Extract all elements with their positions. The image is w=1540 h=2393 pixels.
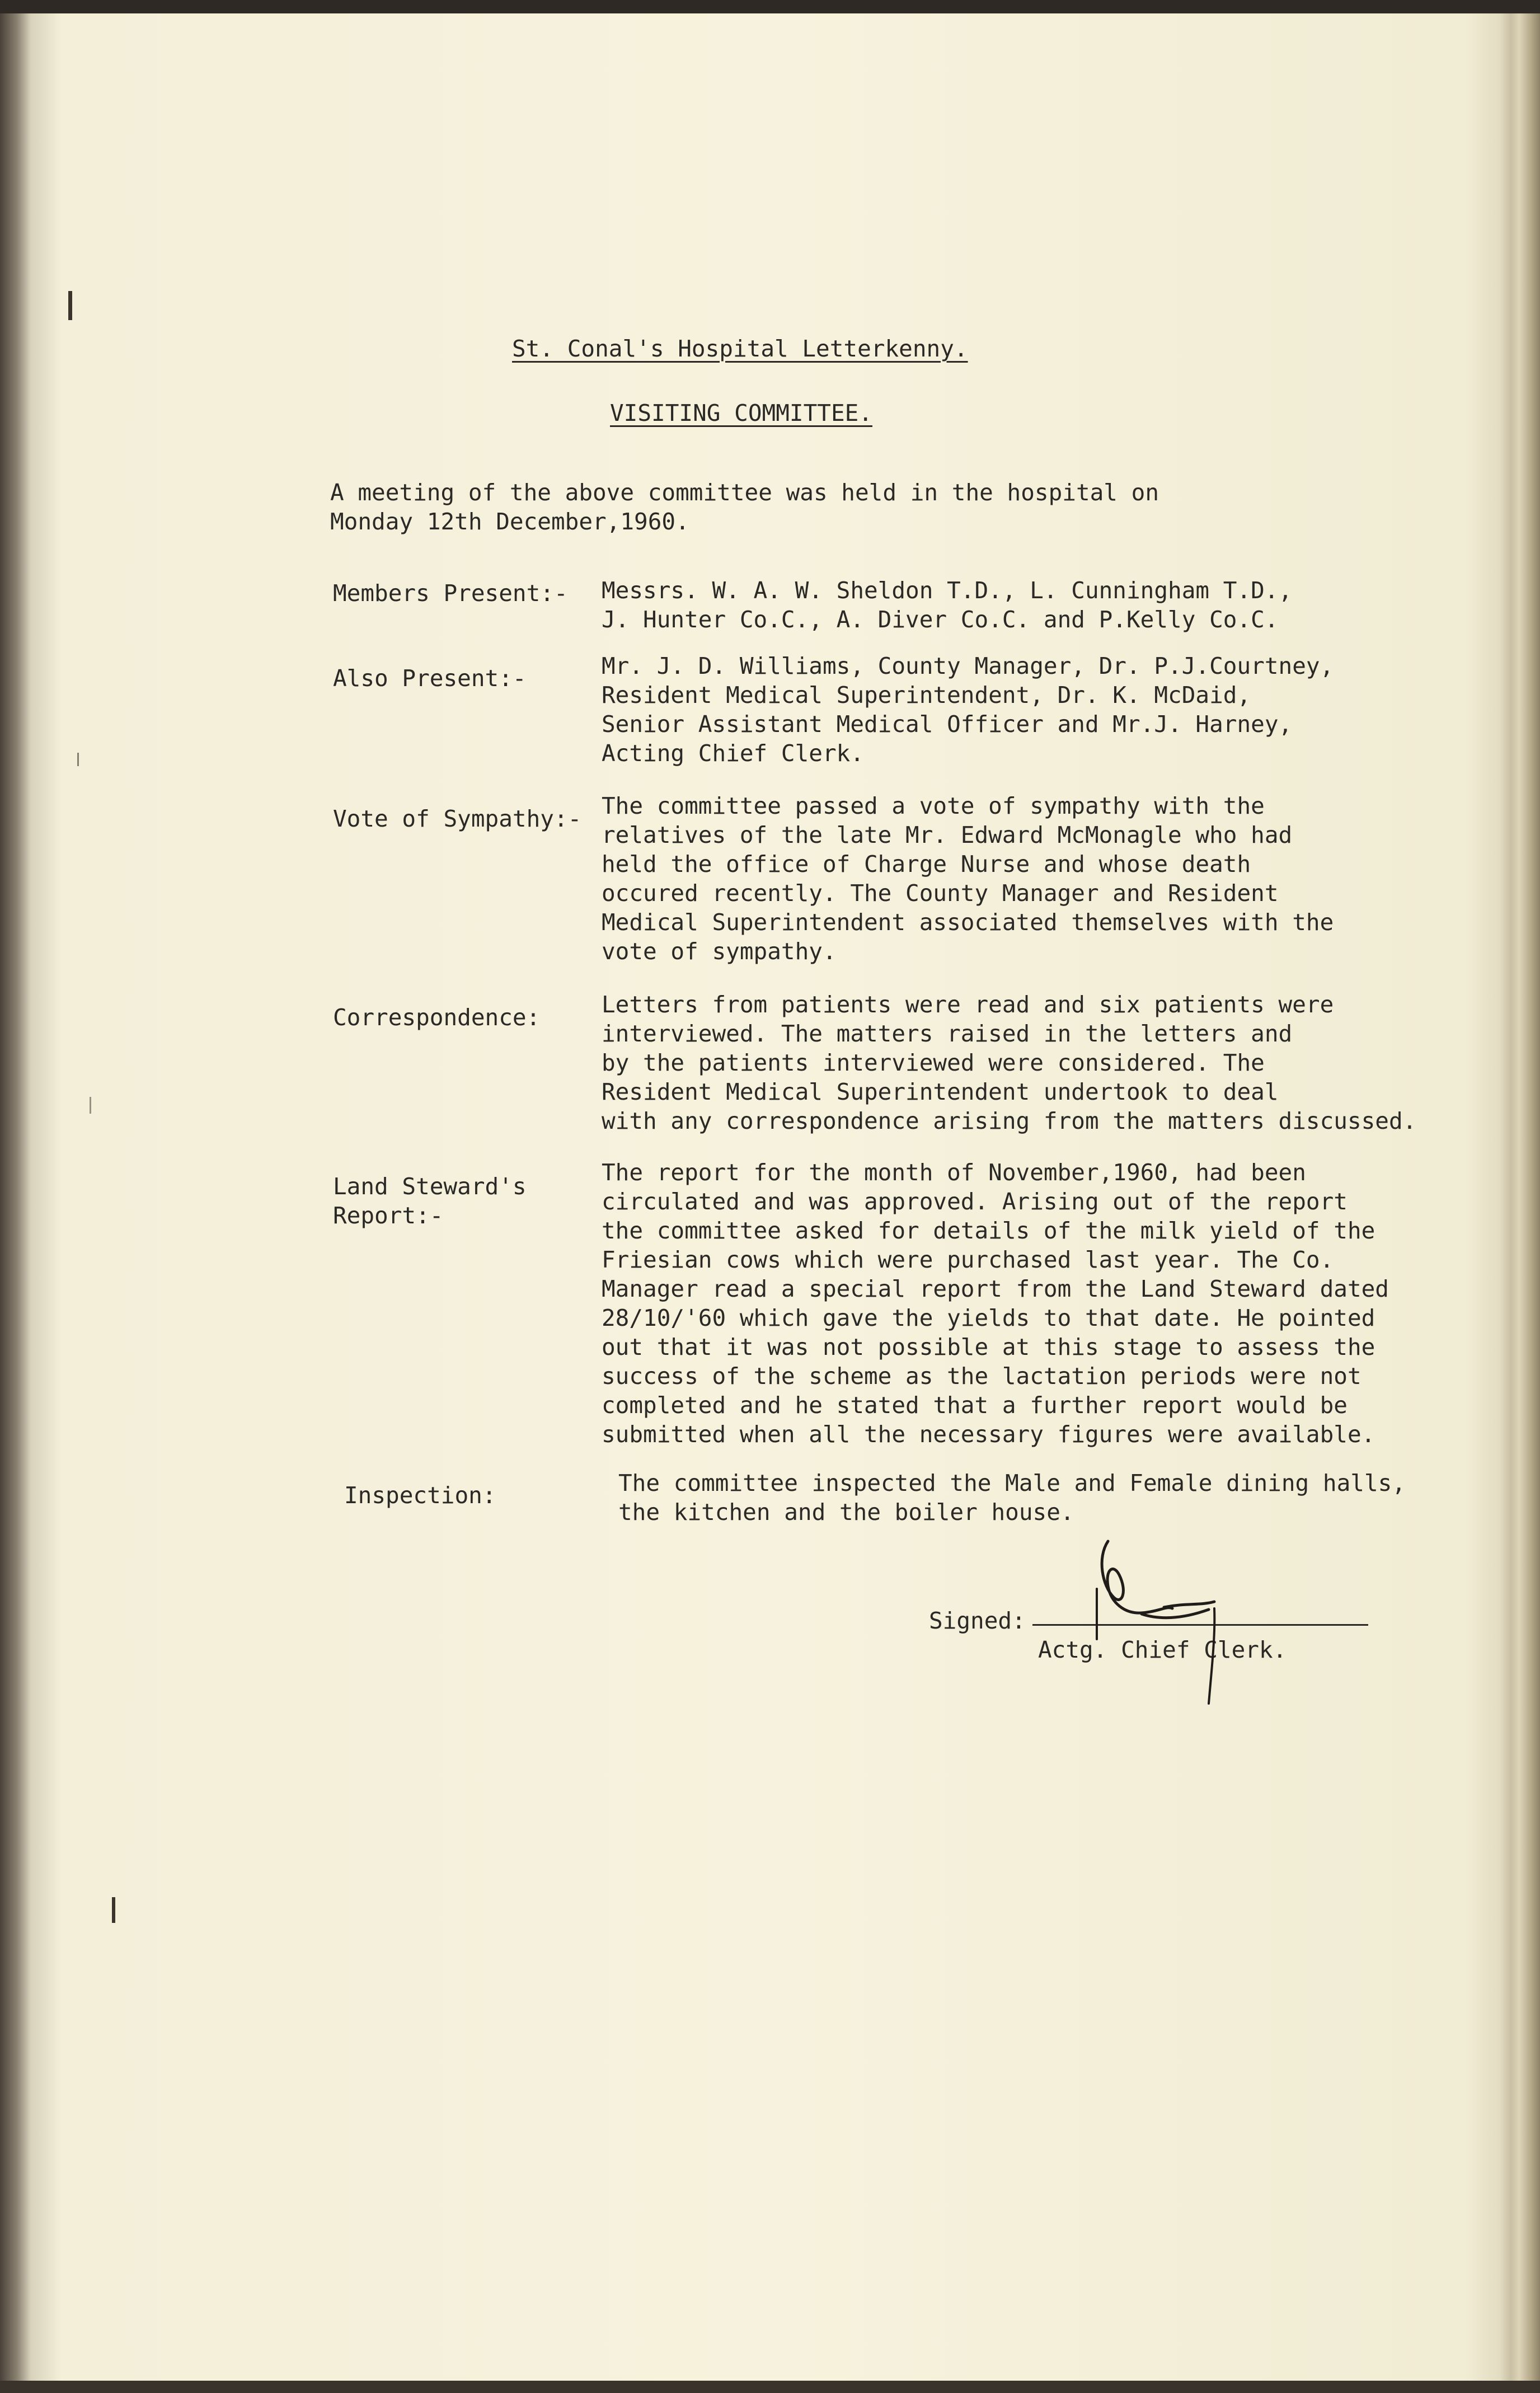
handwritten-signature — [1074, 1536, 1287, 1715]
signed-label: Signed: — [929, 1607, 1026, 1634]
inspection-text: The committee inspected the Male and Female dining halls, the kitchen and the boiler house. — [618, 1470, 1406, 1526]
members-present-text: Messrs. W. A. W. Sheldon T.D., L. Cunningham T.D., J. Hunter Co.C., A. Diver Co.C. and P.Kelly Co.C. — [602, 577, 1293, 633]
correspondence-label: Correspondence: — [333, 1004, 541, 1031]
meeting-intro-paragraph: A meeting of the above committee was held in the hospital on Monday 12th December,1960. — [330, 479, 1159, 535]
land-stewards-report-label: Land Steward's Report:- — [333, 1173, 527, 1229]
also-present-label: Also Present:- — [333, 665, 527, 692]
correspondence-text: Letters from patients were read and six patients were interviewed. The matters raised in the letters and by the patients interviewed were considered. The Resident Medical Superintendent undertook to deal with any correspondence arising from the matters discussed. — [602, 991, 1417, 1134]
also-present-text: Mr. J. D. Williams, County Manager, Dr. P.J.Courtney, Resident Medical Superintendent, Dr. K. McDaid, Senior Assistant Medical Officer and Mr.J. Harney, Acting Chief Clerk. — [602, 653, 1334, 767]
hospital-name-heading: St. Conal's Hospital Letterkenny. — [512, 335, 968, 362]
document-page — [39, 13, 1505, 2381]
scan-bottom-edge — [0, 2381, 1540, 2393]
scan-top-edge — [0, 0, 1540, 13]
members-present-label: Members Present:- — [333, 580, 568, 607]
signature-title: Actg. Chief Clerk. — [1038, 1636, 1287, 1663]
land-stewards-report-text: The report for the month of November,1960, had been circulated and was approved. Arising out of the report the committee asked for details of the milk yield of the Friesian cows which were purchased last year. The Co. Manager read a special report from the Land Steward dated 28/10/'60 which gave the yields to that date. He pointed out that it was not possible at this stage to assess the success of the scheme as the lactation periods were not completed and he stated that a further report would be submitted when all the necessary figures were available. — [602, 1159, 1389, 1448]
inspection-label: Inspection: — [344, 1482, 496, 1509]
vote-of-sympathy-text: The committee passed a vote of sympathy with the relatives of the late Mr. Edward McMonagle who had held the office of Charge Nurse and whose death occured recently. The County Manager and Resident Medical Superintendent associated themselves with the vote of sympathy. — [602, 792, 1334, 965]
committee-title-heading: VISITING COMMITTEE. — [610, 400, 872, 426]
vote-of-sympathy-label: Vote of Sympathy:- — [333, 805, 582, 832]
